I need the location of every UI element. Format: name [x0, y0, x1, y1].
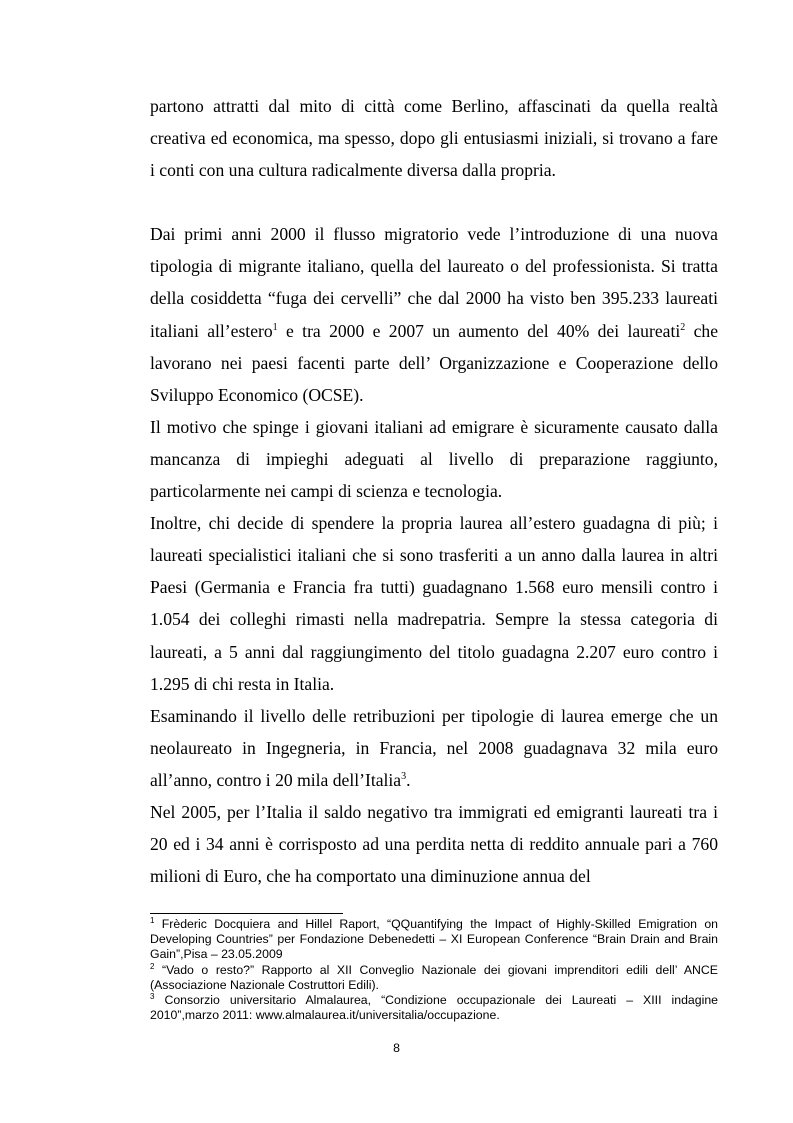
paragraph-5-part-b: . [406, 769, 411, 790]
paragraph-2 [150, 218, 718, 411]
footnote-ref-1: 1 [272, 321, 278, 333]
footnote-ref-3: 3 [401, 770, 407, 782]
footnote-number: 2 [150, 961, 155, 971]
footnote-number: 1 [150, 916, 155, 925]
page-number: 8 [393, 1041, 400, 1055]
paragraph-3: Il motivo che spinge i giovani italiani ad emigrare è sicuramente causato dalla mancanza di impieghi adeguati al livello di preparazione raggiunto, particolarmente nei campi di scienza e tecnologia. [150, 416, 718, 502]
paragraph-2-part-c: che lavorano nei paesi facenti parte dell’ Organizzazione e Cooperazione dello Sviluppo Economico (OCSE). [150, 320, 718, 405]
footnote-2 [150, 963, 718, 993]
paragraph-gap [150, 186, 718, 218]
paragraph-5-part-a: Esaminando il livello delle retribuzioni per tipologie di laurea emerge che un neolaureato in Ingegneria, in Francia, nel 2008 guadagnava 32 mila euro all’anno, contro i 20 mila dell’Italia [150, 705, 718, 790]
paragraph-5 [150, 700, 718, 796]
footnote-number: 3 [150, 992, 155, 1002]
paragraph-4: Inoltre, chi decide di spendere la propria laurea all’estero guadagna di più; i laureati specialistici italiani che si sono trasferiti a un anno dalla laurea in altri Paesi (Germania e Francia fra tutti) guadagnano 1.568 euro mensili contro i 1.054 dei colleghi rimasti nella madrepatria. Sempre la stessa categoria di laureati, a 5 anni dal raggiungimento del titolo guadagna 2.207 euro contro i 1.295 di chi resta in Italia. [150, 513, 718, 694]
footnote-3 [150, 993, 718, 1023]
footnote-text: “Vado o resto?” Rapporto al XII Conveglio Nazionale dei giovani imprenditori edili dell’ ANCE (Associazione Nazionale Costruttori Edili). [150, 962, 718, 992]
footnote-1 [150, 917, 718, 963]
paragraph-2-part-b: e tra 2000 e 2007 un aumento del 40% dei laureati [277, 320, 681, 341]
paragraph-6: Nel 2005, per l’Italia il saldo negativo tra immigrati ed emigranti laureati tra i 20 ed i 34 anni è corrisposto ad una perdita netta di reddito annuale pari a 760 milioni di Euro, che ha comportato una diminuzione annua del [150, 801, 718, 887]
footnote-ref-2: 2 [680, 321, 686, 333]
paragraph-1: partono attratti dal mito di città come Berlino, affascinati da quella realtà creativa ed economica, ma spesso, dopo gli entusiasmi iniziali, si trovano a fare i conti con una cultura radicalmente diversa dalla propria. [150, 96, 718, 181]
footnote-text: Frèderic Docquiera and Hillel Raport, “QQuantifying the Impact of Highly-Skilled Emigration on Developing Countries” per Fondazione Debenedetti – XI European Conference “Brain Drain and Brain Gain”,Pisa – 23.05.2009 [150, 917, 718, 962]
paragraph-2-part-a: Dai primi anni 2000 il flusso migratorio vede l’introduzione di una nuova tipologia di migrante italiano, quella del laureato o del professionista. Si tratta della cosiddetta “fuga dei cervelli” che dal 2000 ha visto ben 395.233 laureati italiani all’estero [150, 224, 718, 341]
footnote-text: Consorzio universitario Almalaurea, “Condizione occupazionale dei Laureati – XIII indagine 2010”,marzo 2011: www.almalaurea.it/universitalia/occupazione. [150, 993, 718, 1023]
footnotes [150, 917, 718, 1023]
body-text [150, 90, 718, 892]
footnote-separator [150, 913, 343, 914]
